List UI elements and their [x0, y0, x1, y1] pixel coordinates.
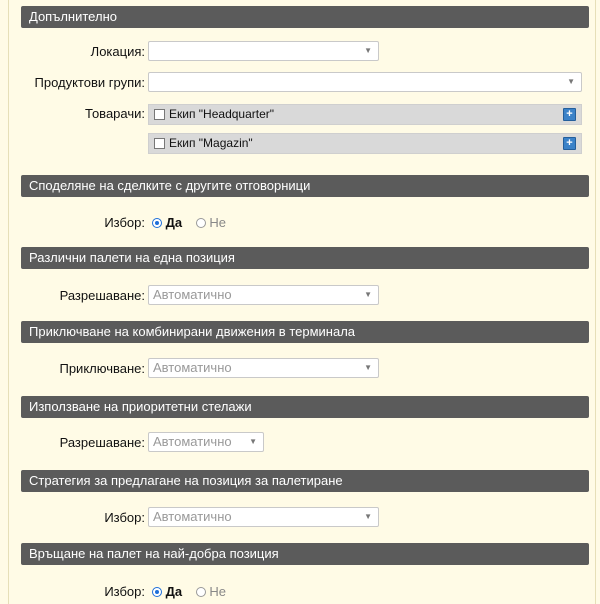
section-additional-header: Допълнително	[21, 6, 589, 28]
chevron-down-icon: ▼	[364, 46, 372, 55]
form-panel	[8, 0, 596, 604]
sharing-no-option[interactable]: Не	[196, 215, 226, 230]
strategy-value: Автоматично	[153, 509, 232, 524]
chevron-down-icon: ▼	[364, 512, 372, 521]
section-pallets-header: Различни палети на една позиция	[21, 247, 589, 269]
return-radio-group	[152, 584, 236, 599]
radio-selected-icon	[152, 218, 162, 228]
radio-icon	[196, 218, 206, 228]
loader-row[interactable]	[148, 104, 582, 125]
product-groups-select[interactable]	[148, 72, 582, 92]
loader-checkbox[interactable]	[154, 109, 165, 120]
sharing-radio-group	[152, 215, 236, 230]
return-no-option[interactable]: Не	[196, 584, 226, 599]
loader-checkbox[interactable]	[154, 138, 165, 149]
section-strategy-header: Стратегия за предлагане на позиция за палетиране	[21, 470, 589, 492]
combined-value: Автоматично	[153, 360, 232, 375]
chevron-down-icon: ▼	[364, 363, 372, 372]
loader-row[interactable]	[148, 133, 582, 154]
section-priority-header: Използване на приоритетни стелажи	[21, 396, 589, 418]
pallets-label: Разрешаване:	[59, 288, 145, 303]
sharing-choice-label: Избор:	[104, 215, 145, 230]
section-sharing-header: Споделяне на сделките с другите отговорници	[21, 175, 589, 197]
expand-plus-icon[interactable]: +	[563, 108, 576, 121]
radio-selected-icon	[152, 587, 162, 597]
chevron-down-icon: ▼	[249, 437, 257, 446]
combined-select[interactable]	[148, 358, 379, 378]
chevron-down-icon: ▼	[364, 290, 372, 299]
return-choice-label: Избор:	[104, 584, 145, 599]
location-select[interactable]	[148, 41, 379, 61]
product-groups-label: Продуктови групи:	[34, 75, 145, 90]
chevron-down-icon: ▼	[567, 77, 575, 86]
loader-label: Екип "Headquarter"	[169, 107, 275, 121]
pallets-value: Автоматично	[153, 287, 232, 302]
loader-label: Екип "Magazin"	[169, 136, 253, 150]
strategy-select[interactable]	[148, 507, 379, 527]
priority-value: Автоматично	[153, 434, 232, 449]
expand-plus-icon[interactable]: +	[563, 137, 576, 150]
return-yes-option[interactable]: Да	[152, 584, 182, 599]
pallets-select[interactable]	[148, 285, 379, 305]
section-return-header: Връщане на палет на най-добра позиция	[21, 543, 589, 565]
strategy-label: Избор:	[104, 510, 145, 525]
priority-label: Разрешаване:	[59, 435, 145, 450]
combined-label: Приключване:	[59, 361, 145, 376]
sharing-yes-option[interactable]: Да	[152, 215, 182, 230]
radio-icon	[196, 587, 206, 597]
priority-select[interactable]	[148, 432, 264, 452]
loaders-label: Товарачи:	[85, 106, 145, 121]
location-label: Локация:	[90, 44, 145, 59]
section-combined-header: Приключване на комбинирани движения в терминала	[21, 321, 589, 343]
